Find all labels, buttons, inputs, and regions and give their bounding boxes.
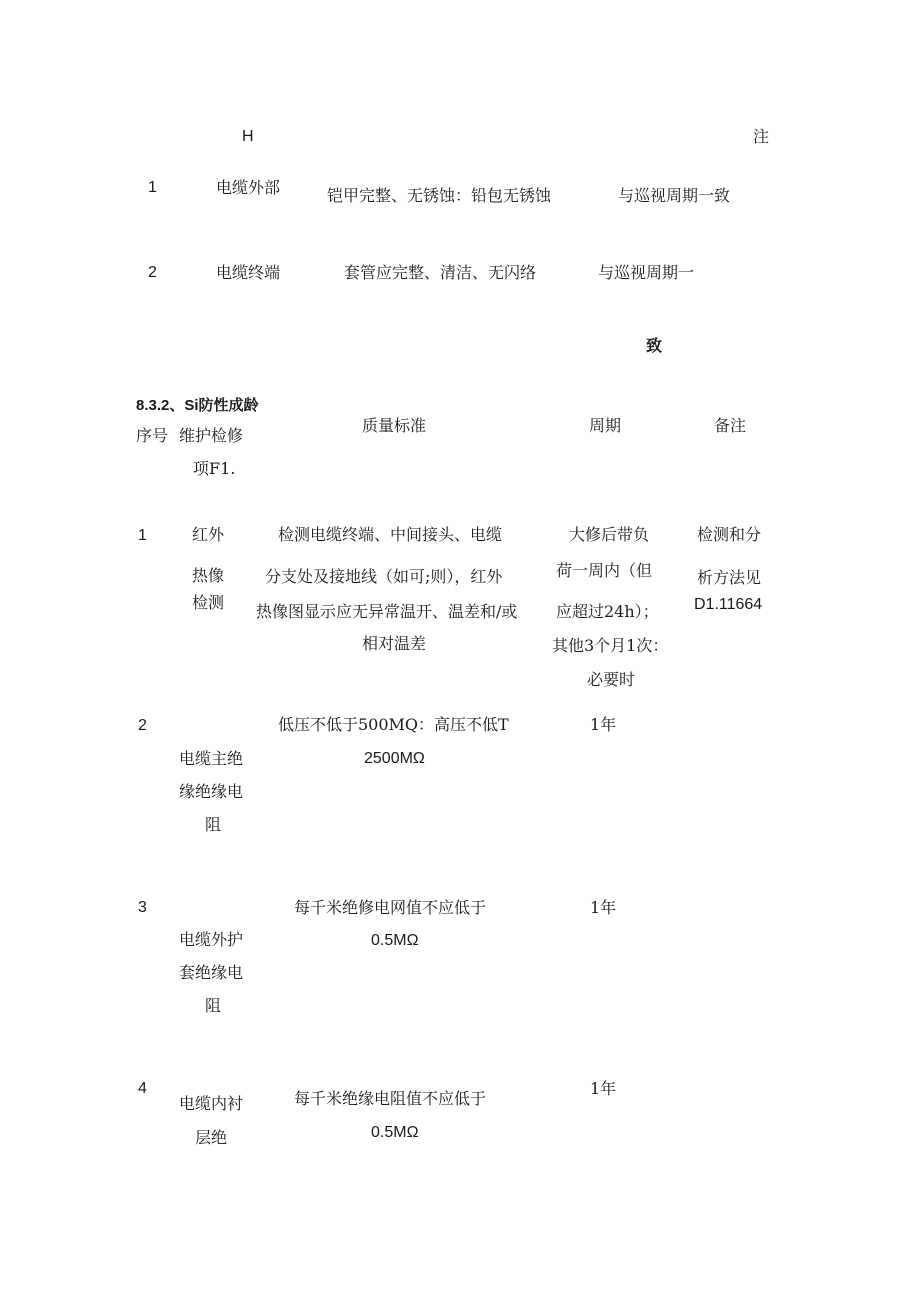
top-row-2-no: 2 [148, 264, 157, 281]
row-1-cycle-line4: 其他3个月1次： [552, 636, 669, 655]
row-1-item-line2: 热像 [192, 566, 225, 585]
row-1-item-line3: 检测 [192, 593, 225, 612]
row-1-standard-line3: 热像图显示应无异常温开、温差和/或 [256, 602, 518, 621]
row-3-item-line1: 电缆外护 [179, 930, 244, 949]
row-3-item-line2: 套绝缘电 [179, 963, 244, 982]
row-3-standard-line1: 每千米绝修电网值不应低于 [294, 898, 487, 917]
row-2-no: 2 [138, 717, 147, 734]
header-item-line2: 项F1. [193, 459, 236, 478]
row-2-item-line2: 缘绝缘电 [179, 782, 244, 801]
row-1-standard-line2: 分支处及接地线（如可;则），红外 [265, 567, 503, 586]
row-4-cycle: 1年 [590, 1079, 617, 1098]
top-row-2-cycle-line1: 与巡视周期一 [598, 263, 695, 282]
row-4-standard-line2: 0.5MΩ [371, 1124, 419, 1141]
header-item-line1: 维护检修 [179, 426, 244, 445]
top-row-2-standard: 套管应完整、清洁、无闪络 [344, 263, 537, 282]
top-header-h: H [242, 128, 254, 145]
row-1-standard-line1: 检测电缆终端、中间接头、电缆 [278, 525, 503, 544]
row-4-no: 4 [138, 1080, 147, 1097]
header-standard: 质量标准 [362, 416, 427, 435]
row-1-cycle-line1: 大修后带负 [569, 525, 650, 544]
section-title: 8.3.2、Si防性成龄 [136, 397, 259, 414]
row-3-standard-line2: 0.5MΩ [371, 932, 419, 949]
row-1-standard-line4: 相对温差 [362, 634, 427, 653]
row-3-no: 3 [138, 899, 147, 916]
header-no: 序号 [136, 426, 169, 445]
row-2-cycle: 1年 [590, 715, 617, 734]
top-row-1-cycle: 与巡视周期一致 [618, 186, 731, 205]
row-2-standard-line1: 低压不低于500MQ：高压不低T [278, 715, 509, 734]
row-3-item-line3: 阻 [205, 996, 222, 1015]
row-1-note-line2: 析方法见 [697, 568, 762, 587]
row-4-item-line2: 层绝 [195, 1128, 228, 1147]
top-header-note: 注 [753, 127, 770, 146]
row-2-standard-line2: 2500MΩ [364, 750, 425, 767]
header-cycle: 周期 [589, 416, 622, 435]
row-2-item-line1: 电缆主绝 [179, 749, 244, 768]
row-1-no: 1 [138, 527, 147, 544]
row-2-item-line3: 阻 [205, 815, 222, 834]
row-1-cycle-line2: 荷一周内（但 [556, 561, 653, 580]
top-row-2-cycle-line2: 致 [646, 336, 663, 355]
row-1-cycle-line5: 必要时 [587, 670, 636, 689]
row-1-item-line1: 红外 [192, 525, 225, 544]
row-1-note-line3: D1.11664 [694, 596, 763, 613]
header-note: 备注 [714, 416, 747, 435]
top-row-1-no: 1 [148, 179, 157, 196]
row-4-standard-line1: 每千米绝缘电阻值不应低于 [294, 1089, 487, 1108]
row-3-cycle: 1年 [590, 898, 617, 917]
row-1-note-line1: 检测和分 [697, 525, 762, 544]
top-row-1-item: 电缆外部 [216, 178, 281, 197]
row-1-cycle-line3: 应超过24h）； [556, 602, 659, 621]
row-4-item-line1: 电缆内衬 [179, 1094, 244, 1113]
top-row-2-item: 电缆终端 [216, 263, 281, 282]
top-row-1-standard: 铠甲完整、无锈蚀：铅包无锈蚀 [327, 186, 552, 205]
